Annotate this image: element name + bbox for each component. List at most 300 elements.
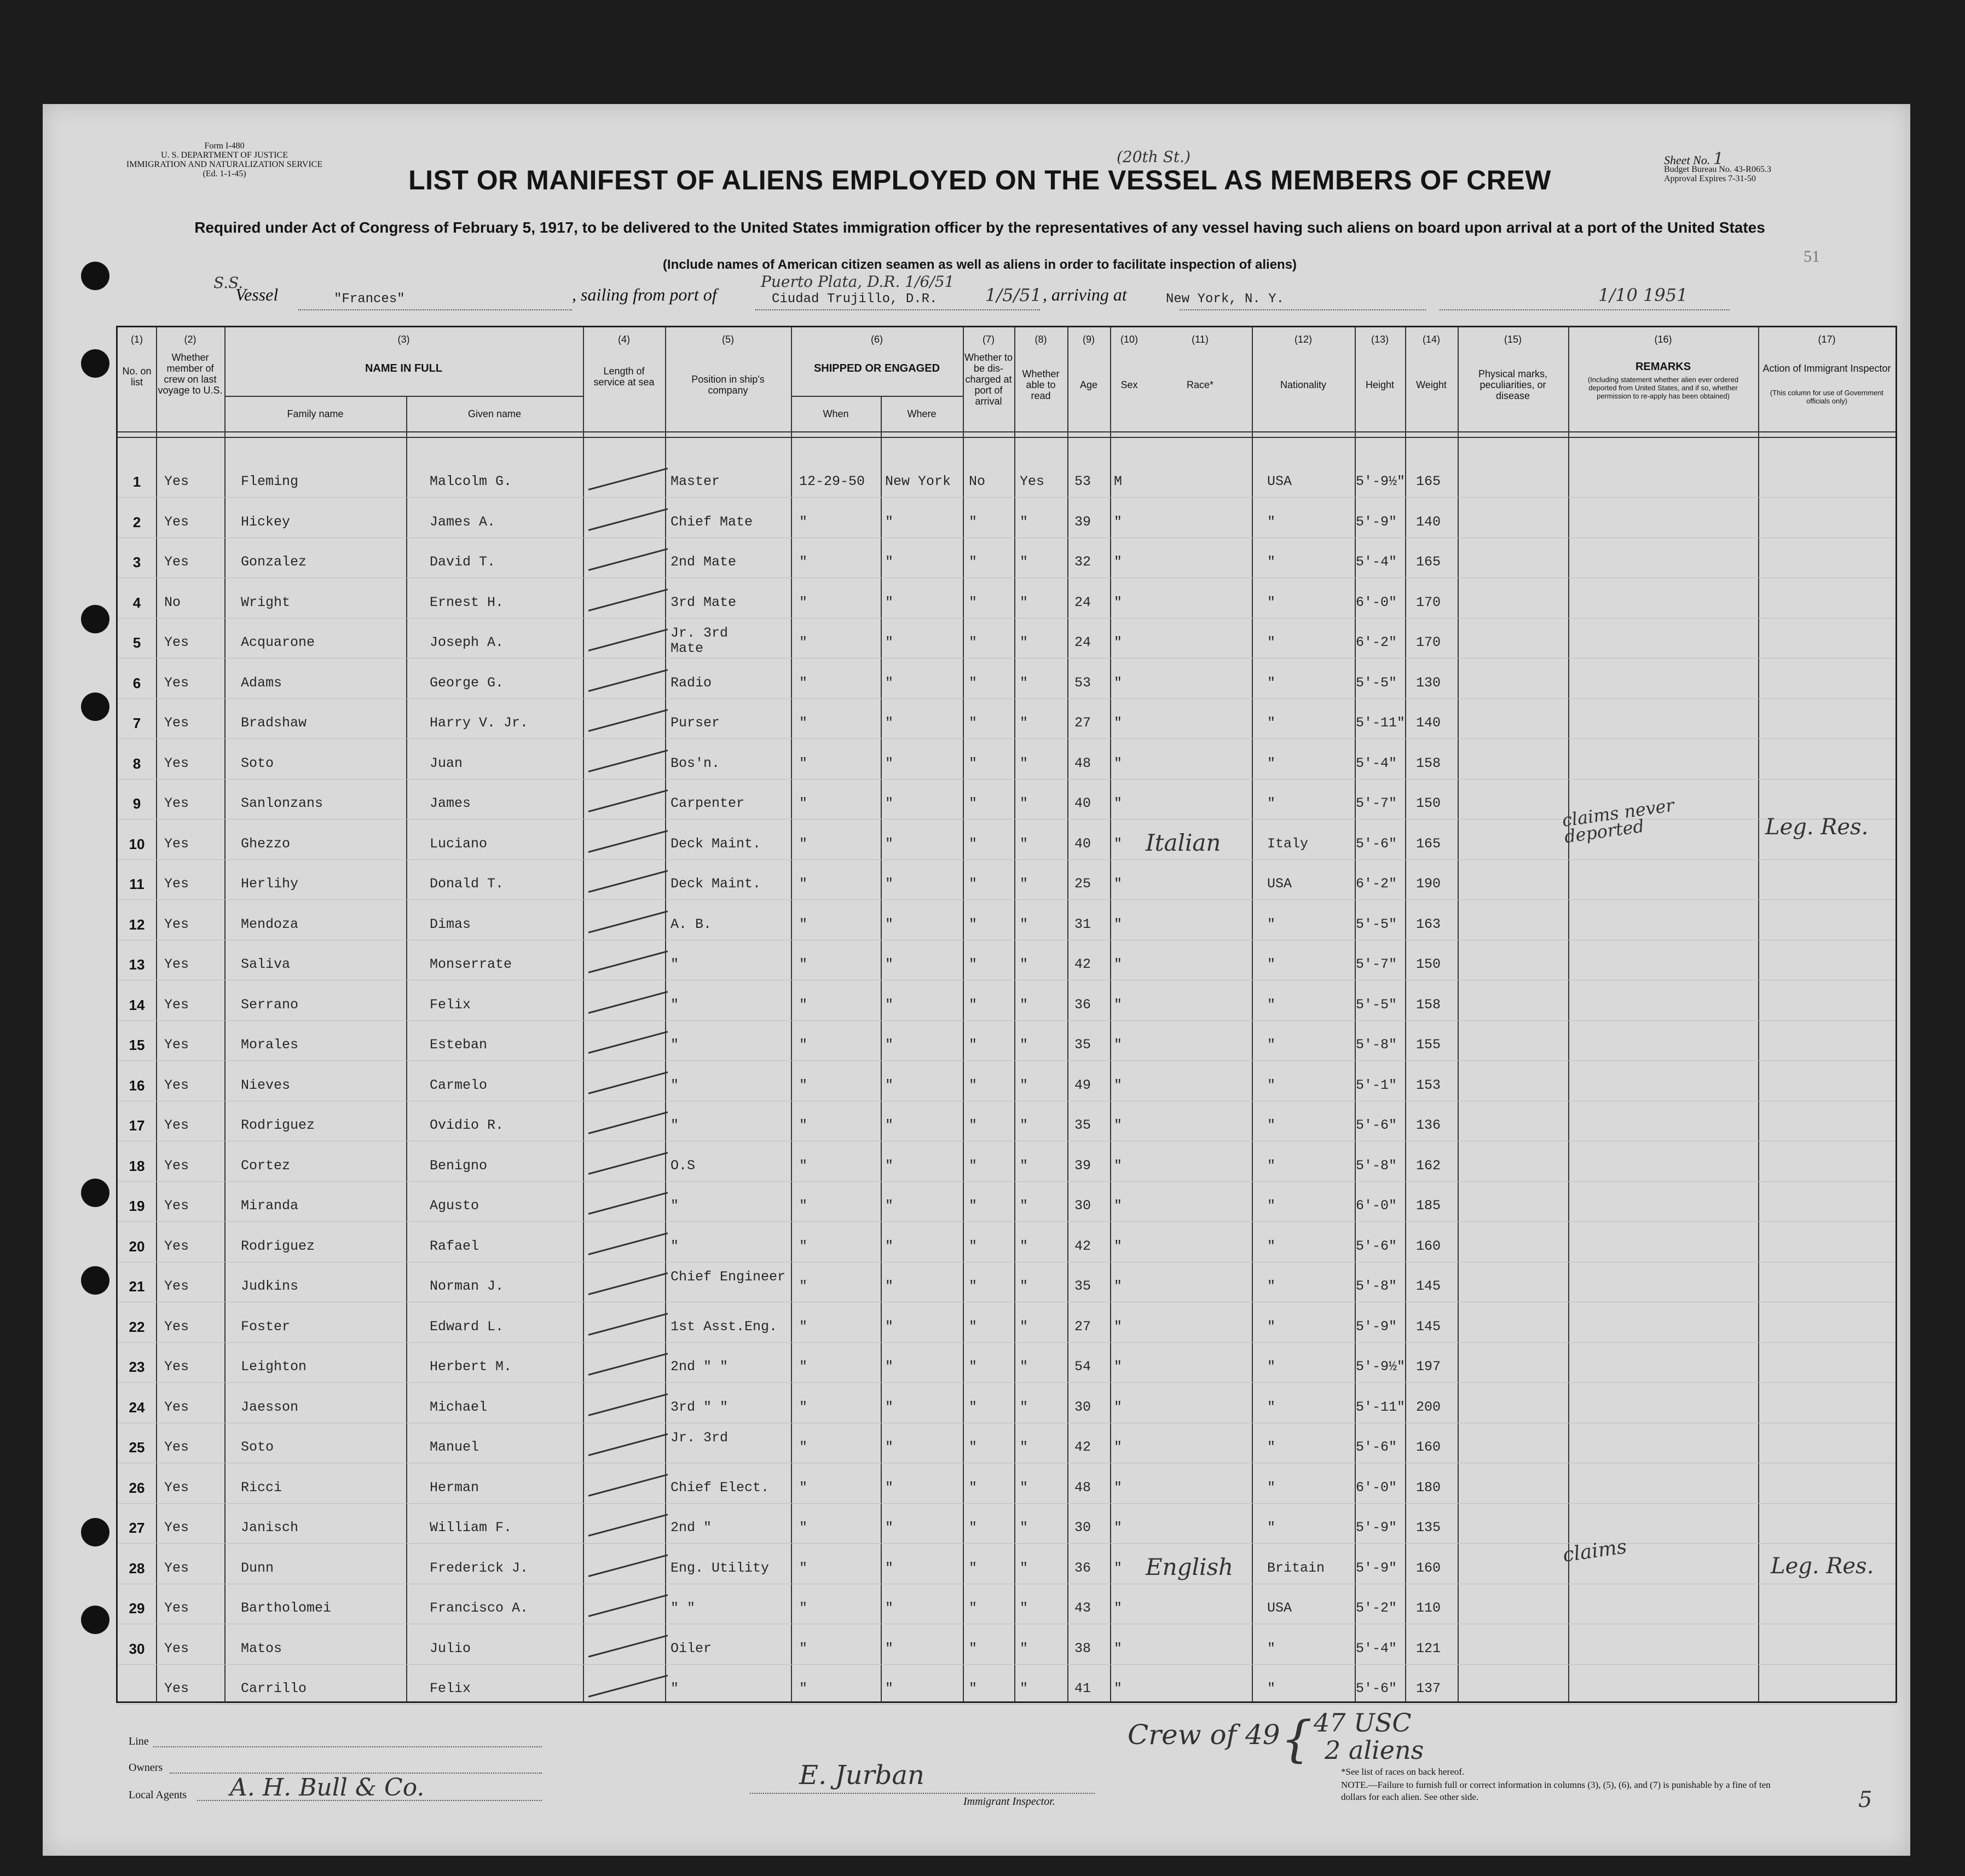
- cell-read: ": [1020, 1198, 1028, 1214]
- cell-age: 27: [1074, 715, 1091, 731]
- cell-when: ": [799, 956, 808, 972]
- cell-disch: ": [969, 795, 978, 811]
- cell-no: 2: [132, 513, 141, 530]
- cell-age: 24: [1074, 634, 1091, 650]
- cell-height: 5'-9": [1356, 1318, 1397, 1335]
- cell-sex: ": [1114, 1037, 1123, 1053]
- department: U. S. DEPARTMENT OF JUSTICE: [161, 151, 288, 160]
- cell-age: 24: [1074, 594, 1091, 610]
- cell-when: ": [799, 674, 808, 691]
- cell-given: Francisco A.: [430, 1600, 529, 1616]
- cell-nat: ": [1267, 674, 1276, 691]
- cell-given: Frederick J.: [430, 1560, 529, 1576]
- cell-no: 15: [129, 1037, 145, 1053]
- hdr-name-in-full: NAME IN FULL: [365, 362, 443, 374]
- service-length-mark: [588, 1313, 668, 1336]
- agents-label: Local Agents: [129, 1789, 187, 1801]
- cell-sex: ": [1114, 1198, 1123, 1214]
- cell-family: Carrillo: [241, 1681, 307, 1696]
- sailing-label: , sailing from port of: [572, 285, 717, 304]
- line-label: Line: [129, 1735, 149, 1747]
- cell-family: Nieves: [241, 1077, 291, 1093]
- cell-weight: 153: [1416, 1077, 1441, 1093]
- cell-read: ": [1020, 1318, 1028, 1335]
- cell-no: 25: [129, 1439, 145, 1456]
- cell-given: Joseph A.: [430, 634, 504, 650]
- cell-where: ": [885, 554, 894, 570]
- cell-nat: ": [1267, 1399, 1276, 1415]
- service-length-mark: [588, 870, 668, 893]
- cell-height: 5'-9": [1356, 513, 1397, 530]
- cell-read: ": [1020, 1399, 1028, 1415]
- cell-member: Yes: [164, 1640, 189, 1656]
- cell-disch: ": [969, 1278, 978, 1294]
- service-length-mark: [588, 1514, 668, 1537]
- cell-position: Deck Maint.: [671, 835, 761, 852]
- cell-member: Yes: [164, 795, 189, 811]
- cell-family: Ricci: [241, 1479, 282, 1496]
- service-length-mark: [588, 1675, 668, 1698]
- hdr-remarks-sub: (Including statement whether alien ever ordered deported from United States, and if so, whether permission to re-apply has been obtained): [1587, 376, 1739, 400]
- owners-label: Owners: [129, 1762, 163, 1774]
- cell-position: Chief Mate: [671, 513, 753, 530]
- cell-age: 35: [1074, 1037, 1091, 1053]
- service-length-mark: [588, 1111, 668, 1134]
- row-rule: [118, 859, 1895, 860]
- cell-position: A. B.: [671, 916, 712, 932]
- cell-weight: 162: [1416, 1157, 1441, 1174]
- cell-no: 10: [129, 835, 145, 852]
- cell-member: Yes: [164, 1479, 189, 1496]
- cell-sex: ": [1114, 1399, 1123, 1415]
- cell-position: " ": [671, 1600, 696, 1616]
- hdr-when: When: [823, 408, 849, 419]
- service-length-mark: [588, 1393, 668, 1416]
- cell-no: 9: [132, 795, 141, 812]
- penalty-note: NOTE.—Failure to furnish full or correct information in columns (3), (5), (6), and (7) is punishable by a fine of ten dollars for each alien. See other side.: [1341, 1780, 1771, 1802]
- cell-weight: 137: [1416, 1681, 1441, 1696]
- row-rule: [118, 1382, 1895, 1383]
- cell-when: ": [799, 1520, 808, 1536]
- cell-age: 53: [1074, 674, 1091, 691]
- cell-family: Hickey: [241, 513, 291, 530]
- cell-no: 24: [129, 1399, 145, 1416]
- cell-age: 54: [1074, 1359, 1091, 1375]
- cell-member: Yes: [164, 876, 189, 892]
- cell-no: 3: [132, 554, 141, 570]
- cell-position: ": [671, 1238, 679, 1254]
- row-rule: [118, 497, 1895, 498]
- col-num-8: (8): [1034, 334, 1047, 345]
- cell-weight: 110: [1416, 1600, 1441, 1616]
- hdr-no-on-list: No. on list: [122, 366, 152, 388]
- cell-given: Harry V. Jr.: [430, 715, 529, 731]
- cell-height: 5'-11": [1356, 715, 1406, 731]
- cell-weight: 160: [1416, 1560, 1441, 1576]
- cell-member: Yes: [164, 513, 189, 530]
- hdr-where: Where: [907, 408, 937, 419]
- cell-race: Italian: [1146, 829, 1221, 856]
- cell-sex: ": [1114, 1640, 1123, 1656]
- cell-read: ": [1020, 1278, 1028, 1294]
- service-length-mark: [588, 1031, 668, 1054]
- cell-when: ": [799, 554, 808, 570]
- hdr-discharged: Whether to be dis-charged at port of arrival: [964, 352, 1013, 407]
- cell-age: 40: [1074, 795, 1091, 811]
- cell-sex: ": [1114, 876, 1123, 892]
- cell-family: Janisch: [241, 1520, 299, 1536]
- cell-disch: ": [969, 1157, 978, 1174]
- col-num-16: (16): [1654, 334, 1672, 345]
- cell-read: ": [1020, 1560, 1028, 1576]
- remarks-row28: claims: [1561, 1536, 1628, 1567]
- row-rule: [118, 1342, 1895, 1343]
- cell-family: Mendoza: [241, 916, 299, 932]
- crew-total-note: Crew of 49: [1128, 1719, 1280, 1751]
- col-num-14: (14): [1422, 334, 1440, 345]
- sheet-label: Sheet No. 1: [1664, 149, 1724, 169]
- vessel-name: "Frances": [334, 292, 405, 307]
- page-title: LIST OR MANIFEST OF ALIENS EMPLOYED ON THE VESSEL AS MEMBERS OF CREW: [408, 165, 1551, 195]
- cell-sex: ": [1114, 1359, 1123, 1375]
- cell-no: 5: [132, 634, 141, 651]
- cell-nat: ": [1267, 1278, 1276, 1294]
- cell-weight: 135: [1416, 1520, 1441, 1536]
- cell-when: ": [799, 1681, 808, 1696]
- cell-where: ": [885, 956, 894, 972]
- cell-age: 49: [1074, 1077, 1091, 1093]
- cell-member: Yes: [164, 1520, 189, 1536]
- arrive-underline: [1180, 309, 1426, 310]
- cell-age: 53: [1074, 474, 1091, 489]
- cell-weight: 197: [1416, 1359, 1441, 1375]
- cell-member: Yes: [164, 1238, 189, 1254]
- cell-weight: 158: [1416, 755, 1441, 771]
- cell-weight: 121: [1416, 1640, 1441, 1656]
- service-length-mark: [588, 1071, 668, 1094]
- arrive-port: New York, N. Y.: [1166, 292, 1285, 307]
- cell-position: Carpenter: [671, 795, 745, 811]
- cell-disch: ": [969, 554, 978, 570]
- cell-given: Malcolm G.: [430, 474, 512, 489]
- cell-given: Felix: [430, 1681, 471, 1696]
- cell-where: ": [885, 634, 894, 650]
- cell-disch: ": [969, 715, 978, 731]
- cell-read: ": [1020, 554, 1028, 570]
- cell-age: 42: [1074, 1439, 1091, 1455]
- subtitle-note: (Include names of American citizen seamen as well as aliens in order to facilitate inspection of aliens): [662, 257, 1297, 272]
- cell-sex: ": [1114, 1318, 1123, 1335]
- row-rule: [118, 1503, 1895, 1504]
- cell-age: 27: [1074, 1318, 1091, 1335]
- cell-age: 25: [1074, 876, 1091, 892]
- cell-position: Jr. 3rd: [671, 1430, 729, 1446]
- service-length-mark: [588, 789, 668, 812]
- agents-value: A. H. Bull & Co.: [230, 1774, 425, 1802]
- crew-table: [116, 326, 1897, 1703]
- cell-nat: ": [1267, 513, 1276, 530]
- cell-when: ": [799, 715, 808, 731]
- cell-disch: ": [969, 956, 978, 972]
- port-handwritten: Puerto Plata, D.R. 1/6/51: [761, 273, 955, 291]
- cell-height: 5'-4": [1356, 554, 1397, 570]
- cell-no: 4: [132, 594, 141, 611]
- punch-hole: [81, 262, 109, 290]
- row-rule: [118, 1543, 1895, 1544]
- cell-nat: ": [1267, 1520, 1276, 1536]
- cell-race: English: [1146, 1553, 1234, 1580]
- hdr-physical: Physical marks, peculiarities, or disease: [1478, 368, 1548, 401]
- cell-height: 5'-5": [1356, 996, 1397, 1013]
- cell-position: 1st Asst.Eng.: [671, 1318, 778, 1335]
- col-num-4: (4): [618, 334, 630, 345]
- cell-member: Yes: [164, 1681, 189, 1696]
- form-number: Form I-480: [204, 141, 245, 151]
- cell-disch: ": [969, 1238, 978, 1254]
- cell-read: ": [1020, 1640, 1028, 1656]
- cell-family: Morales: [241, 1037, 299, 1053]
- cell-disch: ": [969, 1198, 978, 1214]
- cell-age: 35: [1074, 1278, 1091, 1294]
- action-row10: Leg. Res.: [1765, 815, 1869, 840]
- cell-given: James: [430, 795, 471, 811]
- col-num-6: (6): [871, 334, 883, 345]
- row-rule: [118, 658, 1895, 659]
- cell-when: ": [799, 1560, 808, 1576]
- cell-no: 12: [129, 916, 145, 933]
- cell-height: 5'-8": [1356, 1278, 1397, 1294]
- sheet-number: 1: [1713, 149, 1724, 169]
- cell-position: 2nd " ": [671, 1359, 729, 1375]
- approval-expires: Approval Expires 7-31-50: [1664, 174, 1756, 183]
- cell-nat: ": [1267, 1198, 1276, 1214]
- row-rule: [118, 1181, 1895, 1182]
- cell-no: 22: [129, 1318, 145, 1335]
- service-length-mark: [588, 709, 668, 732]
- cell-position: ": [671, 1198, 679, 1214]
- cell-family: Serrano: [241, 996, 299, 1013]
- races-note: *See list of races on back hereof.: [1341, 1767, 1465, 1777]
- cell-height: 6'-0": [1356, 1198, 1397, 1214]
- cell-disch: ": [969, 1439, 978, 1455]
- cell-family: Bradshaw: [241, 715, 307, 731]
- date-underline: [1440, 309, 1730, 310]
- cell-position: Chief Engineer: [671, 1269, 786, 1285]
- cell-position: 3rd Mate: [671, 594, 737, 610]
- cell-sex: ": [1114, 1238, 1123, 1254]
- cell-disch: ": [969, 996, 978, 1013]
- cell-no: 27: [129, 1520, 145, 1536]
- cell-nat: ": [1267, 996, 1276, 1013]
- cell-weight: 150: [1416, 956, 1441, 972]
- col-num-13: (13): [1371, 334, 1389, 345]
- cell-member: Yes: [164, 996, 189, 1013]
- vessel-prefix: S.S.: [213, 274, 244, 292]
- cell-age: 42: [1074, 956, 1091, 972]
- cell-disch: ": [969, 634, 978, 650]
- cell-disch: ": [969, 1117, 978, 1133]
- cell-height: 5'-8": [1356, 1157, 1397, 1174]
- cell-read: ": [1020, 916, 1028, 932]
- cell-disch: ": [969, 835, 978, 852]
- cell-given: Herman: [430, 1479, 479, 1496]
- cell-family: Dunn: [241, 1560, 274, 1576]
- cell-family: Rodriguez: [241, 1238, 315, 1254]
- cell-given: Donald T.: [430, 876, 504, 892]
- cell-given: Edward L.: [430, 1318, 504, 1335]
- cell-nat: ": [1267, 1439, 1276, 1455]
- col-num-15: (15): [1504, 334, 1522, 345]
- cell-position: Bos'n.: [671, 755, 720, 771]
- cell-height: 5'-9½": [1356, 474, 1406, 489]
- cell-no: 14: [129, 996, 145, 1013]
- cell-family: Herlihy: [241, 876, 299, 892]
- cell-read: ": [1020, 1520, 1028, 1536]
- cell-disch: ": [969, 1077, 978, 1093]
- hdr-able-read: Whether able to read: [1022, 368, 1060, 401]
- cell-read: ": [1020, 1238, 1028, 1254]
- cell-nat: ": [1267, 594, 1276, 610]
- cell-no: 16: [129, 1077, 145, 1094]
- punch-hole: [81, 349, 109, 378]
- service-length-mark: [588, 1232, 668, 1255]
- cell-family: Judkins: [241, 1278, 299, 1294]
- row-rule: [118, 899, 1895, 900]
- cell-nat: ": [1267, 1077, 1276, 1093]
- cell-age: 30: [1074, 1399, 1091, 1415]
- cell-member: Yes: [164, 674, 189, 691]
- cell-disch: ": [969, 594, 978, 610]
- cell-given: Monserrate: [430, 956, 512, 972]
- cell-no: 30: [129, 1640, 145, 1657]
- cell-read: ": [1020, 1117, 1028, 1133]
- cell-nat: USA: [1267, 876, 1292, 892]
- cell-disch: ": [969, 1399, 978, 1415]
- cell-nat: ": [1267, 1681, 1276, 1696]
- cell-height: 5'-9": [1356, 1520, 1397, 1536]
- cell-when: ": [799, 1198, 808, 1214]
- cell-height: 5'-4": [1356, 755, 1397, 771]
- port-name: Ciudad Trujillo, D.R.: [772, 292, 938, 307]
- cell-no: 21: [129, 1278, 145, 1295]
- hdr-weight: Weight: [1416, 379, 1447, 390]
- cell-family: Cortez: [241, 1157, 291, 1174]
- cell-sex: ": [1114, 1681, 1123, 1696]
- action-row28: Leg. Res.: [1771, 1554, 1874, 1579]
- cell-given: Ernest H.: [430, 594, 504, 610]
- cell-read: ": [1020, 513, 1028, 530]
- cell-where: ": [885, 1560, 894, 1576]
- cell-where: ": [885, 1359, 894, 1375]
- cell-when: ": [799, 594, 808, 610]
- cell-member: Yes: [164, 1318, 189, 1335]
- cell-read: ": [1020, 795, 1028, 811]
- cell-nat: Italy: [1267, 835, 1309, 852]
- hdr-race: Race*: [1186, 379, 1214, 390]
- service-length-mark: [588, 1152, 668, 1175]
- cell-read: ": [1020, 1157, 1028, 1174]
- cell-age: 36: [1074, 996, 1091, 1013]
- cell-no: 19: [129, 1198, 145, 1214]
- cell-where: ": [885, 513, 894, 530]
- cell-no: 18: [129, 1157, 145, 1174]
- cell-weight: 170: [1416, 594, 1441, 610]
- cell-weight: 145: [1416, 1318, 1441, 1335]
- hdr-action-sub: (This column for use of Government officials only): [1770, 389, 1884, 405]
- cell-height: 5'-7": [1356, 795, 1397, 811]
- col-num-10: (10): [1120, 334, 1138, 345]
- cell-where: ": [885, 1439, 894, 1455]
- cell-member: Yes: [164, 1117, 189, 1133]
- cell-when: ": [799, 795, 808, 811]
- service-length-mark: [588, 991, 668, 1014]
- cell-weight: 185: [1416, 1198, 1441, 1214]
- cell-given: Benigno: [430, 1157, 488, 1174]
- punch-hole: [81, 1179, 109, 1207]
- hdr-height: Height: [1365, 379, 1395, 390]
- cell-family: Fleming: [241, 474, 299, 489]
- punch-hole: [81, 1518, 109, 1546]
- cell-family: Gonzalez: [241, 554, 307, 570]
- cell-sex: ": [1114, 554, 1123, 570]
- punch-hole: [81, 692, 109, 721]
- arrive-date: 1/10 1951: [1598, 285, 1688, 305]
- cell-member: Yes: [164, 1077, 189, 1093]
- col-num-9: (9): [1083, 334, 1095, 345]
- hdr-whether-member: Whether member of crew on last voyage to U.S.: [158, 352, 223, 396]
- cell-weight: 155: [1416, 1037, 1441, 1053]
- cell-family: Soto: [241, 755, 274, 771]
- cell-member: Yes: [164, 1157, 189, 1174]
- cell-where: ": [885, 1278, 894, 1294]
- cell-member: Yes: [164, 956, 189, 972]
- cell-family: Adams: [241, 674, 282, 691]
- cell-where: ": [885, 1681, 894, 1696]
- cell-height: 5'-7": [1356, 956, 1397, 972]
- cell-disch: ": [969, 1037, 978, 1053]
- service-length-mark: [588, 508, 668, 531]
- cell-no: 6: [132, 674, 141, 691]
- cell-no: 7: [132, 715, 141, 731]
- cell-disch: ": [969, 916, 978, 932]
- cell-nat: ": [1267, 1479, 1276, 1496]
- cell-nat: ": [1267, 1640, 1276, 1656]
- cell-given: Michael: [430, 1399, 488, 1415]
- punch-hole: [81, 1266, 109, 1295]
- cell-when: ": [799, 1600, 808, 1616]
- cell-family: Miranda: [241, 1198, 299, 1214]
- cell-height: 5'-6": [1356, 1117, 1397, 1133]
- punch-hole: [81, 1606, 109, 1634]
- service-length-mark: [588, 910, 668, 933]
- cell-no: 28: [129, 1560, 145, 1577]
- cell-position: Chief Elect.: [671, 1479, 770, 1496]
- cell-member: Yes: [164, 474, 189, 489]
- service-length-mark: [588, 1192, 668, 1215]
- cell-sex: ": [1114, 795, 1123, 811]
- row-rule: [118, 779, 1895, 780]
- cell-read: ": [1020, 1359, 1028, 1375]
- cell-sex: ": [1114, 1600, 1123, 1616]
- cell-family: Matos: [241, 1640, 282, 1656]
- cell-family: Soto: [241, 1439, 274, 1455]
- cell-member: Yes: [164, 1560, 189, 1576]
- cell-read: ": [1020, 755, 1028, 771]
- cell-age: 48: [1074, 1479, 1091, 1496]
- cell-sex: ": [1114, 916, 1123, 932]
- col-num-17: (17): [1818, 334, 1836, 345]
- cell-given: Esteban: [430, 1037, 488, 1053]
